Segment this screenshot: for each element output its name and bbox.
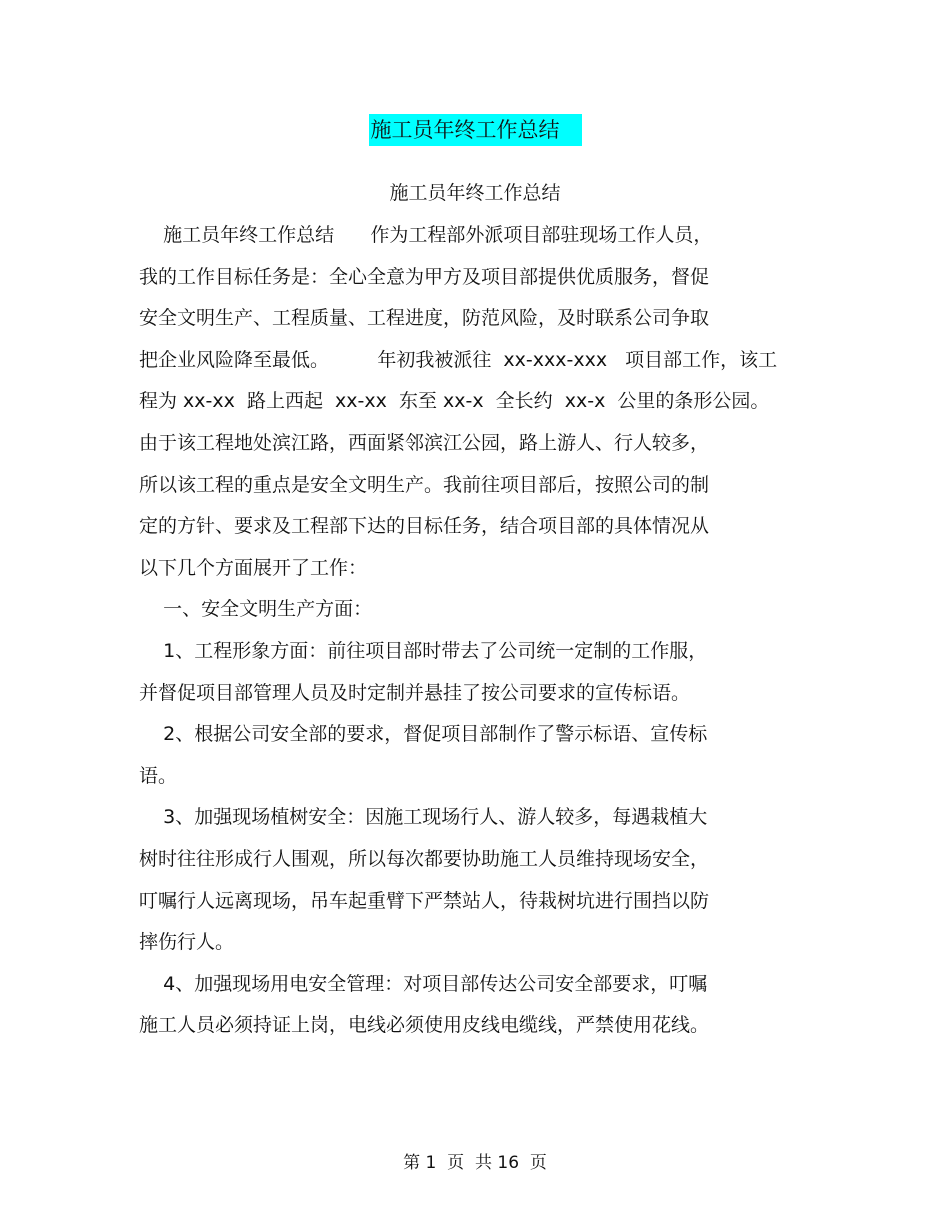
body-line: 安全文明生产、工程质量、工程进度，防范风险，及时联系公司争取 bbox=[139, 307, 710, 330]
body-line: 树时往往形成行人围观，所以每次都要协助施工人员维持现场安全， bbox=[139, 847, 710, 870]
body-line: 我的工作目标任务是：全心全意为甲方及项目部提供优质服务，督促 bbox=[139, 265, 710, 288]
page-footer: 第 1 页 共 16 页 bbox=[403, 1153, 547, 1173]
body-line: 并督促项目部管理人员及时定制并悬挂了按公司要求的宣传标语。 bbox=[139, 681, 691, 704]
document-title: 施工员年终工作总结 bbox=[369, 114, 582, 146]
body-line: 由于该工程地处滨江路，西面紧邻滨江公园，路上游人、行人较多， bbox=[139, 431, 710, 454]
body-line: 叮嘱行人远离现场，吊车起重臂下严禁站人，待栽树坑进行围挡以防 bbox=[139, 889, 710, 912]
body-line: 3、加强现场植树安全：因施工现场行人、游人较多，每遇栽植大 bbox=[139, 806, 708, 829]
document-body bbox=[139, 215, 819, 1047]
body-line: 1、工程形象方面：前往项目部时带去了公司统一定制的工作服， bbox=[139, 639, 708, 662]
body-line: 定的方针、要求及工程部下达的目标任务，结合项目部的具体情况从 bbox=[139, 515, 710, 538]
body-line: 把企业风险降至最低。 年初我被派往 xx-xxx-xxx 项目部工作，该工 bbox=[139, 348, 778, 371]
body-line: 一、安全文明生产方面： bbox=[139, 598, 373, 621]
body-line: 施工人员必须持证上岗，电线必须使用皮线电缆线，严禁使用花线。 bbox=[139, 1014, 710, 1037]
document-subtitle: 施工员年终工作总结 bbox=[389, 182, 561, 204]
body-line: 程为 xx-xx 路上西起 xx-xx 东至 xx-x 全长约 xx-x 公里的条形公园。 bbox=[139, 390, 770, 413]
title-container bbox=[0, 114, 950, 146]
body-line: 施工员年终工作总结 作为工程部外派项目部驻现场工作人员， bbox=[139, 224, 713, 246]
body-line: 所以该工程的重点是安全文明生产。我前往项目部后，按照公司的制 bbox=[139, 473, 710, 496]
body-line: 摔伤行人。 bbox=[139, 931, 235, 954]
body-line: 2、根据公司安全部的要求，督促项目部制作了警示标语、宣传标 bbox=[139, 723, 708, 746]
body-line: 4、加强现场用电安全管理：对项目部传达公司安全部要求，叮嘱 bbox=[139, 972, 708, 995]
body-line: 语。 bbox=[139, 764, 178, 787]
body-line: 以下几个方面展开了工作： bbox=[139, 556, 368, 579]
